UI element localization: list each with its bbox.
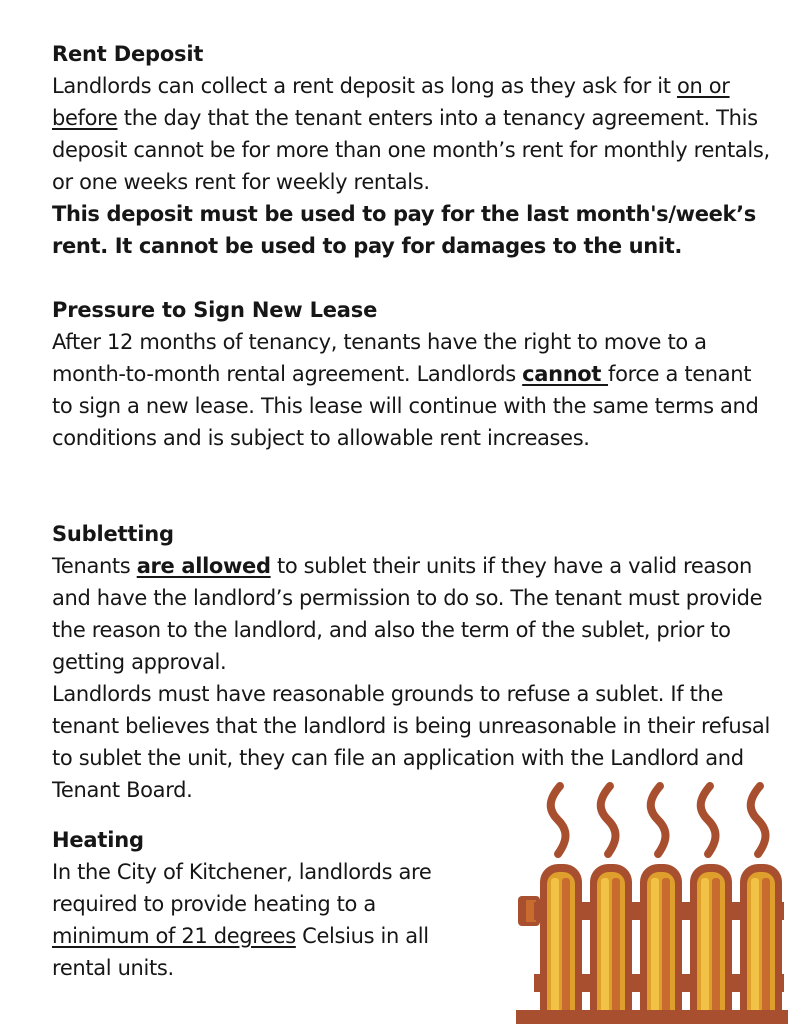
steam-wave — [751, 786, 766, 854]
heading-heating: Heating — [52, 828, 144, 852]
heading-subletting: Subletting — [52, 522, 174, 546]
radiator-fin-bar — [612, 878, 620, 1024]
radiator-fin-highlight — [601, 878, 609, 1024]
text-segment: Tenants — [52, 554, 137, 578]
radiator-fin-bar — [562, 878, 570, 1024]
section-heating — [52, 824, 472, 984]
radiator-base — [516, 1010, 788, 1024]
heading-pressure-to-sign: Pressure to Sign New Lease — [52, 298, 378, 322]
section-rent-deposit — [52, 38, 772, 262]
bold-underlined-text: are allowed — [136, 554, 271, 578]
paragraph-heating — [52, 856, 472, 984]
steam-icon — [551, 786, 766, 854]
bold-underlined-text: cannot — [522, 362, 609, 386]
bold-text: This deposit must be used to pay for the last month's/week’s rent. It cannot be used to pay for damages to the unit. — [52, 202, 756, 258]
radiator-fin-highlight — [651, 878, 659, 1024]
text-segment: Landlords can collect a rent deposit as long as they ask for it — [52, 74, 677, 98]
paragraph-pressure — [52, 326, 772, 454]
underlined-text: on or before — [52, 74, 730, 130]
paragraph-subletting-2: Landlords must have reasonable grounds to refuse a sublet. If the tenant believes that the landlord is being unreasonable in their refusal to sublet the unit, they can file an application with the Landlord and Tenant Board. — [52, 682, 770, 802]
text-segment: After 12 months of tenancy, tenants have the right to move to a month-to-month rental agreement. Landlords — [52, 330, 707, 386]
text-segment: the day that the tenant enters into a tenancy agreement. This deposit cannot be for more than one month’s rent for monthly rentals, or one weeks rent for weekly rentals. — [52, 106, 770, 194]
radiator-icon — [512, 778, 791, 1024]
paragraph-subletting — [52, 550, 772, 678]
text-segment: Celsius in all rental units. — [52, 924, 429, 980]
radiator-fin-highlight — [701, 878, 709, 1024]
radiator-fin-highlight — [751, 878, 759, 1024]
underlined-text: minimum of 21 degrees — [52, 924, 296, 948]
section-pressure-to-sign — [52, 294, 772, 454]
paragraph-rent-deposit — [52, 70, 772, 262]
radiator-fin-highlight — [551, 878, 559, 1024]
steam-wave — [651, 786, 666, 854]
radiator-body — [516, 864, 788, 1024]
text-segment: In the City of Kitchener, landlords are required to provide heating to a — [52, 860, 432, 916]
radiator-fin-bar — [712, 878, 720, 1024]
text-segment: to sublet their units if they have a valid reason and have the landlord’s permission to do so. The tenant must provide the reason to the landlord, and also the term of the sublet, prior to getting approval. — [52, 554, 763, 674]
section-subletting — [52, 518, 772, 806]
steam-wave — [601, 786, 616, 854]
steam-wave — [551, 786, 566, 854]
radiator-fin-bar — [762, 878, 770, 1024]
text-segment: force a tenant to sign a new lease. This lease will continue with the same terms and conditions and is subject to allowable rent increases. — [52, 362, 759, 450]
steam-wave — [701, 786, 716, 854]
heading-rent-deposit: Rent Deposit — [52, 42, 204, 66]
radiator-fin-bar — [662, 878, 670, 1024]
